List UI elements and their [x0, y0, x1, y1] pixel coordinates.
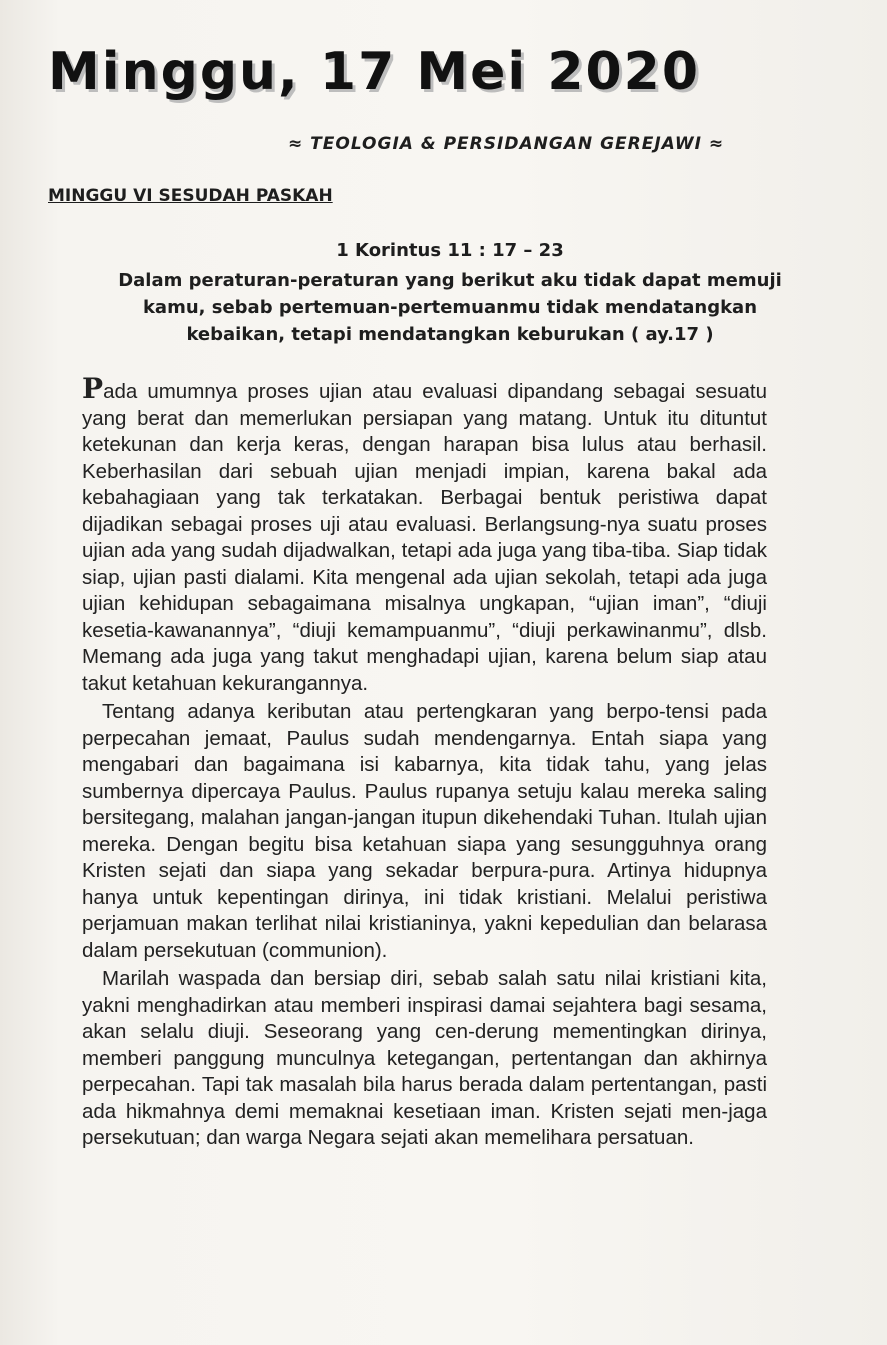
date-title: Minggu, 17 Mei 2020 [48, 42, 701, 102]
verse-text [60, 267, 840, 348]
verse-line: kebaikan, tetapi mendatangkan keburukan ( ay.17 ) [186, 324, 714, 345]
verse-reference: 1 Korintus 11 : 17 – 23 [336, 240, 564, 261]
verse-line: kamu, sebab pertemuan-pertemuanmu tidak mendatangkan [142, 297, 758, 318]
verse-line: Dalam peraturan-peraturan yang berikut aku tidak dapat memuji [118, 270, 782, 291]
paragraph-1 [82, 372, 767, 697]
paragraph-2: Tentang adanya keributan atau pertengkaran yang berpo-tensi pada perpecahan jemaat, Paulus sudah mendengarnya. Entah siapa yang mengabari dan bagaimana isi kabarnya, kita tidak tahu, yang jelas sumbernya dipercaya Paulus. Paulus rupanya setuju kalau mereka saling bersitegang, malahan jangan-jangan itupun dikehendaki Tuhan. Itulah ujian mereka. Dengan begitu bisa ketahuan siapa yang sesungguhnya orang Kristen sejati dan siapa yang sekadar berpura-pura. Artinya hidupnya hanya untuk kepentingan dirinya, ini tidak kristiani. Melalui peristiwa perjamuan makan terlihat nilai kristianinya, yakni kepedulian dan belarasa dalam persekutuan (communion). [82, 700, 767, 962]
section-tag: ≈ TEOLOGIA & PERSIDANGAN GEREJAWI ≈ [288, 134, 725, 154]
drop-cap: P [82, 372, 104, 405]
week-title: MINGGU VI SESUDAH PASKAH [48, 186, 333, 206]
paragraph-3: Marilah waspada dan bersiap diri, sebab salah satu nilai kristiani kita, yakni menghadirkan atau memberi inspirasi damai sejahtera bagi sesama, akan selalu diuji. Seseorang yang cen-derung mementingkan dirinya, memberi panggung munculnya ketegangan, pertentangan dan akhirnya perpecahan. Tapi tak masalah bila harus berada dalam pertentangan, pasti ada hikmahnya demi memaknai kesetiaan iman. Kristen sejati men-jaga persekutuan; dan warga Negara sejati akan memelihara persatuan. [82, 967, 767, 1149]
devotional-body [82, 372, 767, 1154]
paragraph-1-text: ada umumnya proses ujian atau evaluasi dipandang sebagai sesuatu yang berat dan memerlukan persiapan yang matang. Untuk itu dituntut ketekunan dan kerja keras, dengan harapan bisa lulus atau berhasil. Keberhasilan dari sebuah ujian menjadi impian, karena bakal ada kebahagiaan yang tak terkatakan. Berbagai bentuk peristiwa dapat dijadikan sebagai proses uji atau evaluasi. Berlangsung-nya suatu proses ujian ada yang sudah dijadwalkan, tetapi ada juga yang tiba-tiba. Siap tidak siap, ujian pasti dialami. Kita mengenal ada ujian sekolah, tetapi ada juga ujian kehidupan sebagaimana misalnya ungkapan, “ujian iman”, “diuji kesetia-kawanannya”, “diuji kemampuanmu”, “diuji perkawinanmu”, dlsb. Memang ada juga yang takut menghadapi ujian, karena belum siap atau takut ketahuan kekurangannya. [82, 380, 767, 695]
